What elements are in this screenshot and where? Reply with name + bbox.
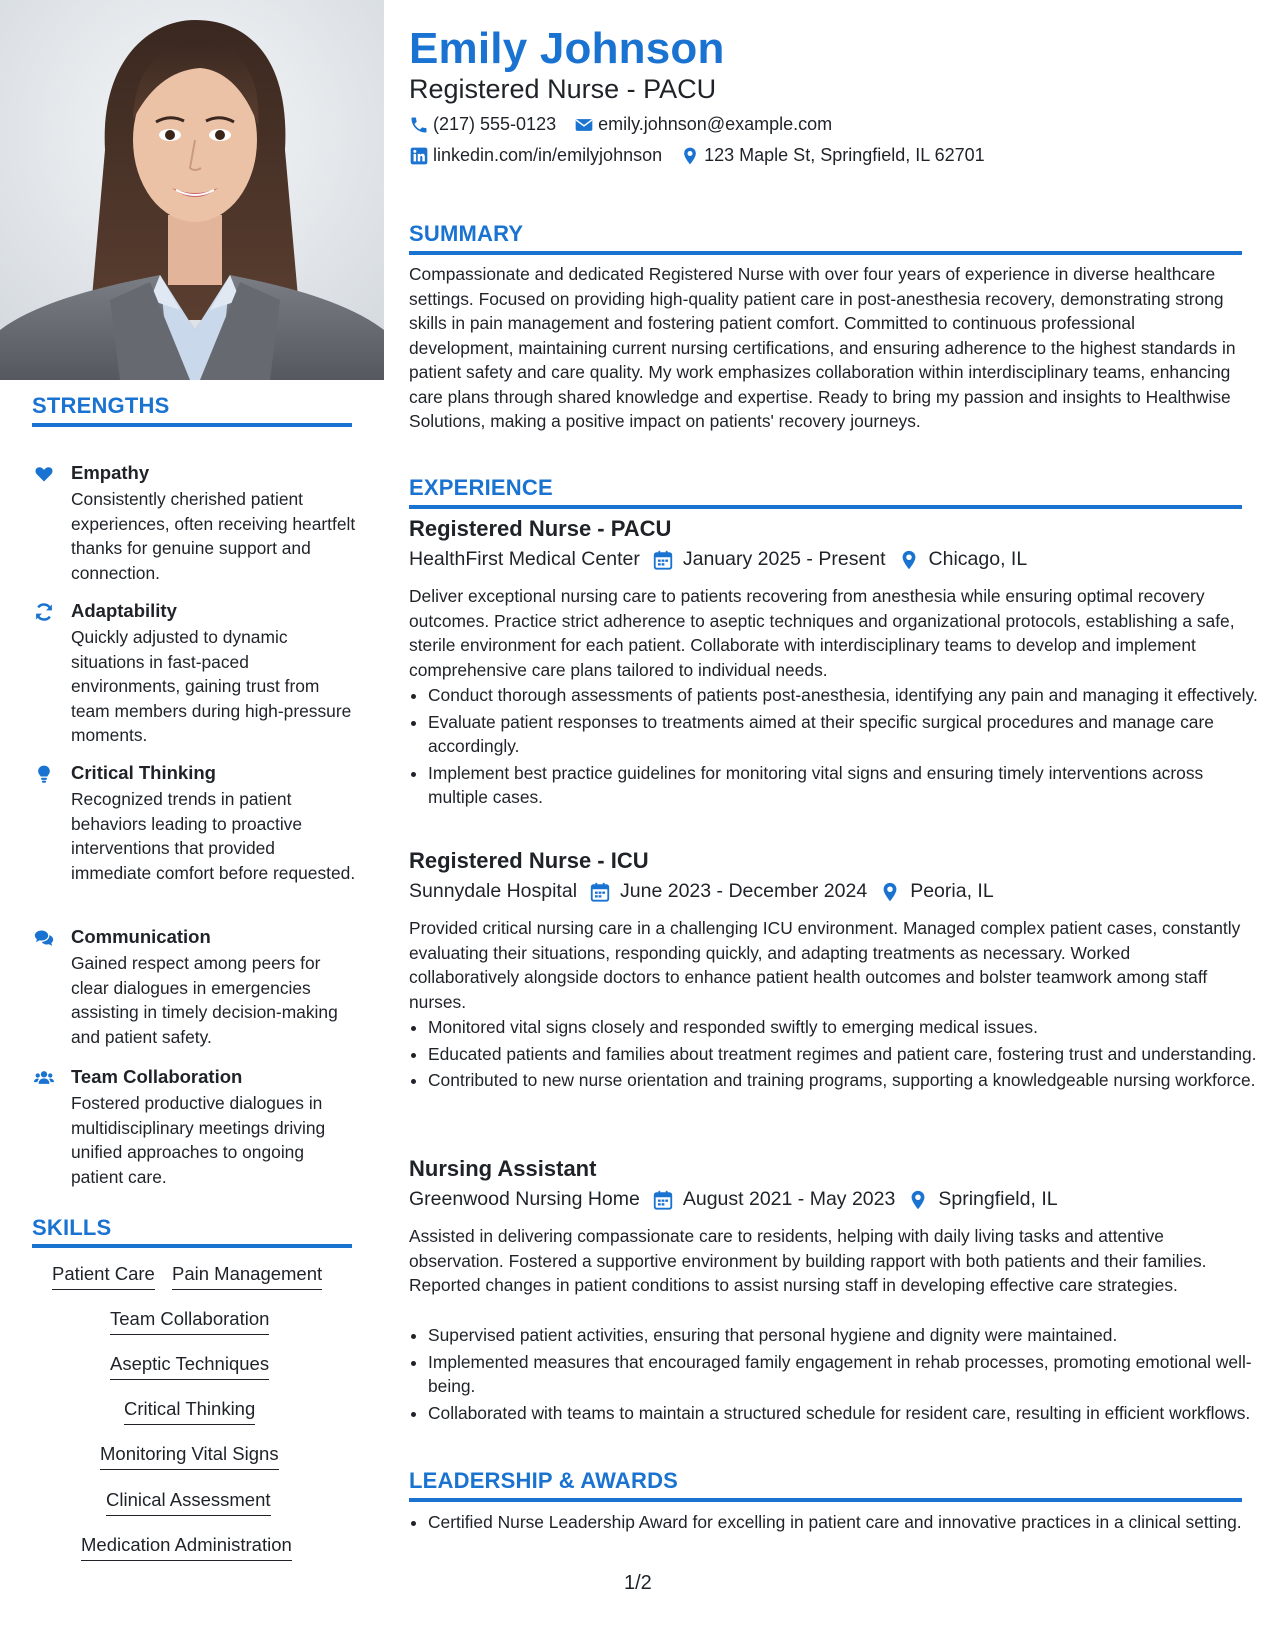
calendar-icon [589,881,611,903]
envelope-icon [574,115,594,135]
list-item: • Supervised patient activities, ensuring that personal hygiene and dignity were maintained. [428,1323,1261,1348]
strength-title: Empathy [71,462,150,483]
job-company: Greenwood Nursing Home [409,1188,640,1210]
candidate-name: Emily Johnson [409,24,725,73]
job-title: Registered Nurse - ICU [409,848,649,873]
experience-heading: EXPERIENCE [409,475,553,500]
contact-row [409,145,1003,166]
email-contact[interactable] [574,114,832,135]
list-item: • Contributed to new nurse orientation and training programs, supporting a knowledgeable nursing workforce. [428,1068,1261,1093]
job-meta [409,1188,1058,1211]
page-number: 1/2 [624,1572,652,1594]
profile-photo [0,0,384,380]
address-contact [680,145,985,166]
job-description: Assisted in delivering compassionate care to residents, helping with daily living tasks and attentive observation. Fostered a supportive environment by building rapport with both patients and their families. Reported changes in patient conditions to assist nursing staff in developing effective care strategies. [409,1226,1207,1295]
strengths-divider [32,423,352,427]
list-item: • Collaborated with teams to maintain a structured schedule for resident care, resulting in efficient workflows. [428,1401,1261,1426]
summary-divider [409,251,1242,255]
job-bullets [409,683,1261,812]
list-item: • Monitored vital signs closely and responded swiftly to emerging medical issues. [428,1015,1261,1040]
linkedin-contact[interactable] [409,145,662,166]
job-description: Provided critical nursing care in a challenging ICU environment. Managed complex patient cases, constantly evaluating their situations, responding quickly, and adapting treatments as necessary. Worked collaboratively alongside doctors to enhance patient health outcomes and bolster teamwork among staff nurses. [409,918,1241,1012]
strength-description: Consistently cherished patient experiences, often receiving heartfelt thanks for genuine support and connection. [71,489,356,583]
skills-divider [32,1244,352,1248]
location-pin-icon [898,549,920,571]
job-location: Peoria, IL [910,880,994,902]
email-text: emily.johnson@example.com [598,114,833,134]
job-dates: January 2025 - Present [682,548,886,570]
list-item: • Implemented measures that encouraged family engagement in rehab processes, promoting emotional well-being. [428,1350,1261,1399]
job-meta [409,548,1027,571]
strength-title: Team Collaboration [71,1066,243,1087]
job-location: Chicago, IL [928,548,1028,570]
job-company: Sunnydale Hospital [409,880,578,902]
job-dates: June 2023 - December 2024 [620,880,868,902]
leadership-divider [409,1498,1242,1502]
candidate-title: Registered Nurse - PACU [409,74,717,104]
skill-tag: Patient Care [52,1263,155,1290]
skill-tag: Critical Thinking [124,1398,255,1425]
strengths-heading: STRENGTHS [32,393,170,418]
list-item: • Implement best practice guidelines for monitoring vital signs and ensuring timely interventions across multiple cases. [428,761,1261,810]
sidebar [0,0,384,1650]
location-pin-icon [680,146,700,166]
job-bullets [409,1323,1261,1427]
strength-title: Communication [71,926,211,947]
experience-divider [409,505,1242,509]
linkedin-icon [409,146,429,166]
job-meta [409,880,994,903]
list-item: • Evaluate patient responses to treatments aimed at their specific surgical procedures and manage care accordingly. [428,710,1261,759]
list-item: • Educated patients and families about treatment regimes and patient care, fostering trust and understanding. [428,1042,1261,1067]
skills-heading: SKILLS [32,1215,112,1240]
strength-description: Fostered productive dialogues in multidisciplinary meetings driving unified approaches to ongoing patient care. [71,1093,326,1187]
sync-icon [34,602,54,622]
calendar-icon [652,1189,674,1211]
strength-description: Gained respect among peers for clear dialogues in emergencies assisting in timely decision-making and patient safety. [71,953,338,1047]
phone-text: (217) 555-0123 [433,114,557,134]
lightbulb-icon [34,764,54,784]
heart-icon [34,464,54,484]
summary-text: Compassionate and dedicated Registered Nurse with over four years of experience in diverse healthcare settings. Focused on providing high-quality patient care in post-anesthesia recovery, demonstrating strong skills in pain management and fostering patient comfort. Committed to continuous professional development, maintaining current nursing certifications, and ensuring adherence to the highest standards in patient safety and care quality. My work emphasizes collaboration within interdisciplinary teams, enhancing care plans through shared knowledge and expertise. Ready to bring my passion and insights to Healthwise Solutions, making a positive impact on patients' recovery journeys. [409,264,1236,431]
strength-description: Recognized trends in patient behaviors leading to proactive interventions that provided immediate comfort before requested. [71,789,356,883]
strength-title: Critical Thinking [71,762,216,783]
job-bullets [409,1015,1261,1095]
job-company: HealthFirst Medical Center [409,548,640,570]
skill-tag: Team Collaboration [110,1308,269,1335]
job-title: Nursing Assistant [409,1156,597,1181]
phone-icon [409,115,429,135]
strength-description: Quickly adjusted to dynamic situations in fast-paced environments, gaining trust from team members during high-pressure moments. [71,627,352,745]
location-pin-icon [879,881,901,903]
calendar-icon [652,549,674,571]
address-text: 123 Maple St, Springfield, IL 62701 [704,145,985,165]
leadership-bullets [409,1510,1261,1537]
job-dates: August 2021 - May 2023 [682,1188,896,1210]
linkedin-text: linkedin.com/in/emilyjohnson [433,145,663,165]
users-icon [34,1068,54,1088]
skill-tag: Pain Management [172,1263,322,1290]
skill-tag: Medication Administration [81,1534,292,1561]
location-pin-icon [907,1189,929,1211]
skill-tag: Clinical Assessment [106,1489,271,1516]
skill-tag: Monitoring Vital Signs [100,1443,279,1470]
job-location: Springfield, IL [938,1188,1058,1210]
job-description: Deliver exceptional nursing care to patients recovering from anesthesia while ensuring optimal recovery outcomes. Practice strict adherence to aseptic techniques and organizational protocols, establishing a safe, sterile environment for each patient. Collaborate with interdisciplinary teams to develop and implement comprehensive care plans tailored to individual needs. [409,586,1235,680]
comments-icon [34,928,54,948]
phone-contact[interactable] [409,114,556,135]
job-title: Registered Nurse - PACU [409,516,672,541]
skill-tag: Aseptic Techniques [110,1353,269,1380]
list-item: • Certified Nurse Leadership Award for excelling in patient care and innovative practices in a clinical setting. [428,1510,1261,1535]
contact-row [409,114,850,135]
strength-title: Adaptability [71,600,177,621]
list-item: • Conduct thorough assessments of patients post-anesthesia, identifying any pain and managing it effectively. [428,683,1261,708]
summary-heading: SUMMARY [409,221,524,246]
leadership-heading: LEADERSHIP & AWARDS [409,1468,679,1493]
